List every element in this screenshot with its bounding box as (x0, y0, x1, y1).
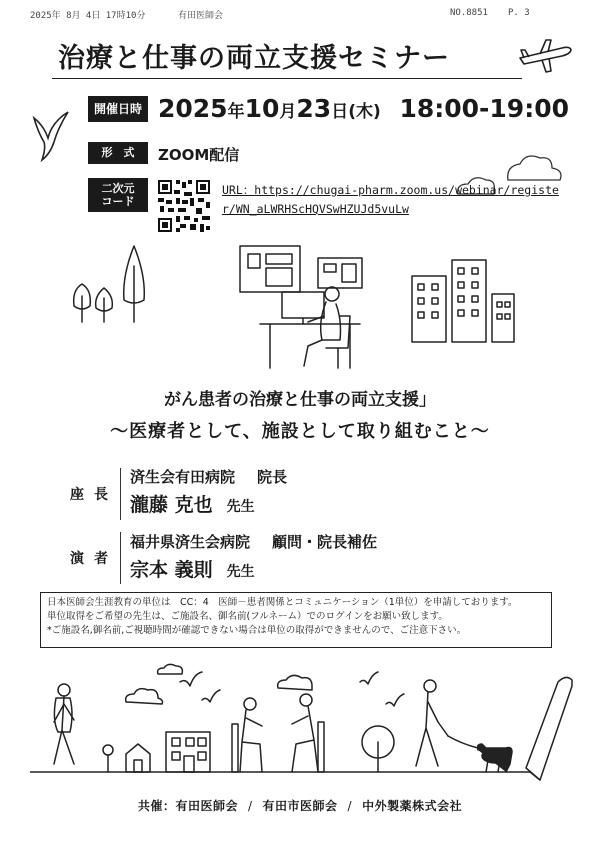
pencil-icon (526, 677, 572, 780)
tree-icon (74, 284, 91, 322)
speaker-role-label: 演者 (70, 551, 118, 567)
format-label: 形 式 (88, 142, 148, 164)
speaker-name-text: 宗本 義則 (130, 559, 213, 581)
cme-notice-box (40, 592, 552, 648)
page-title: 治療と仕事の両立支援セミナー (58, 43, 450, 74)
building-icon (412, 276, 446, 342)
seminar-subtitle-line2: ～医療者として、施設として取り組むこと～ (110, 421, 490, 442)
fax-timestamp: 2025年 8月 4日 17時10分 (30, 11, 146, 21)
registration-url[interactable] (222, 181, 562, 219)
building-icon (452, 260, 486, 342)
cloud-icon (278, 675, 312, 690)
speaker-divider (120, 532, 121, 584)
fax-doc-no: NO.8851 (450, 8, 488, 18)
sponsor-separator: / (347, 799, 353, 813)
speaker-hospital: 福井県済生会病院 (130, 533, 251, 551)
date-label: 開催日時 (88, 96, 148, 122)
day-unit: 日 (331, 102, 349, 122)
co-sponsor-2: 有田市医師会 (262, 799, 338, 813)
event-date (158, 94, 569, 123)
url-link[interactable]: https://chugai-pharm.zoom.us/webinar/register/WN_aLWRHScHQVSwHZUJd5vuLw (222, 183, 559, 216)
speaker-position: 顧問・院長補佐 (272, 533, 378, 551)
fax-sender: 有田医師会 (178, 11, 224, 21)
fax-page: P. 3 (508, 8, 530, 18)
building-icon (166, 732, 210, 772)
url-prefix: URL： (222, 183, 255, 197)
event-weekday: (木) (348, 102, 381, 122)
event-year: 2025 (158, 94, 228, 123)
seminar-subtitle-line1: がん患者の治療と仕事の両立支援」 (164, 390, 436, 410)
cloud-icon (126, 689, 163, 704)
chair-hospital: 済生会有田病院 (130, 468, 236, 486)
office-illustration (60, 236, 560, 376)
bird-icon (202, 690, 220, 702)
format-value: ZOOM配信 (158, 146, 240, 164)
chair-affiliation (130, 466, 287, 487)
year-unit: 年 (227, 102, 245, 122)
dog-walker-icon (416, 680, 478, 766)
title-underline (52, 78, 522, 79)
dog-icon (478, 744, 513, 772)
speaker-affiliation (130, 531, 377, 552)
qr-label-line1: 二次元 (101, 181, 135, 195)
speaker-honorific: 先生 (226, 564, 255, 580)
flower-icon (103, 745, 113, 772)
notice-line3: *ご施設名,御名前,ご視聴時間が確認できない場合は単位の取得ができませんので、ご注意下さい。 (47, 625, 467, 636)
co-sponsors (0, 797, 600, 814)
co-sponsor-3: 中外製薬株式会社 (362, 799, 463, 813)
chair-divider (120, 468, 121, 520)
consultation-icon (232, 694, 324, 772)
month-unit: 月 (279, 102, 297, 122)
co-sponsor-prefix: 共催： (137, 799, 176, 813)
co-sponsor-1: 有田医師会 (175, 799, 238, 813)
cloud-icon (158, 664, 183, 674)
event-time: 18:00-19:00 (399, 94, 569, 123)
chair-name (130, 490, 255, 517)
speaker-name (130, 555, 255, 582)
chair-role-label: 座長 (70, 487, 118, 503)
notice-line2: 単位取得をご希望の先生は、ご施設名、御名前(フルネーム）でのログインをお願い致します。 (47, 611, 448, 622)
notice-line1: 日本医師会生涯教育の単位は CC：4 医師－患者関係とコミュニケーション（1単位）を申請しております。 (47, 597, 518, 608)
airplane-icon (516, 36, 574, 76)
bird-icon (180, 672, 202, 686)
qr-label (88, 178, 148, 212)
community-illustration (30, 660, 575, 785)
building-icon (492, 294, 514, 342)
bird-icon (28, 108, 74, 164)
tree-icon (124, 246, 145, 322)
walking-person-icon (54, 684, 74, 764)
chair-honorific: 先生 (226, 499, 255, 515)
bird-icon (360, 672, 378, 684)
chair-position: 院長 (257, 468, 288, 486)
qr-label-line2: コード (101, 195, 135, 208)
bird-icon (386, 694, 404, 706)
qr-code-icon[interactable] (156, 178, 212, 234)
house-icon (126, 744, 150, 772)
event-day: 23 (296, 94, 332, 123)
event-month: 10 (244, 94, 280, 123)
tree-icon (362, 726, 394, 772)
sponsor-separator: / (247, 799, 253, 813)
chair-name-text: 瀧藤 克也 (130, 494, 213, 516)
tree-icon (96, 288, 113, 322)
